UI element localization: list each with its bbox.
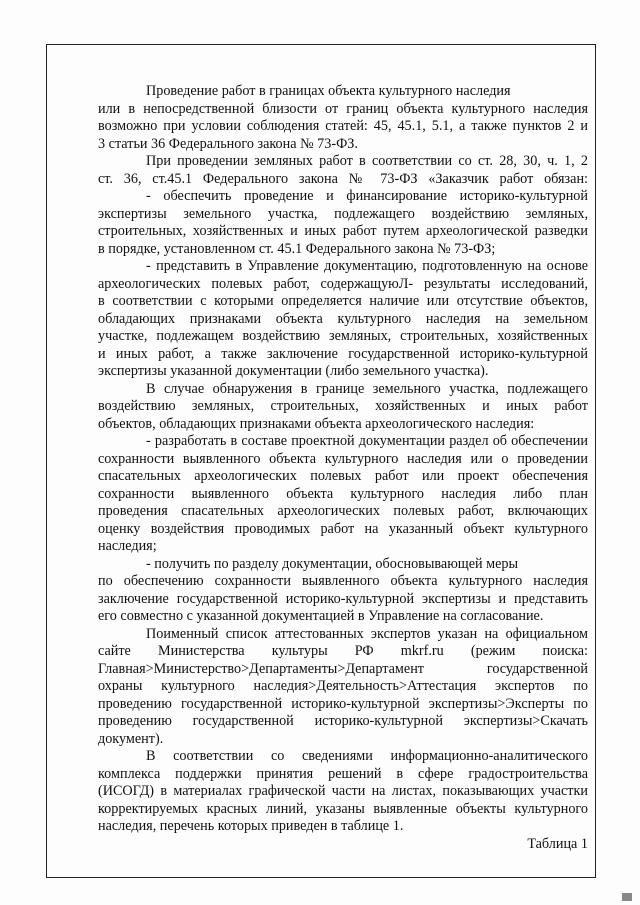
- paragraph-line: проведению государственной историко-культурной экспертизы>Скачать: [98, 713, 588, 729]
- paragraph-line: экспертизы указанной документации (либо земельного участка).: [98, 363, 489, 379]
- paragraph-line: заключение государственной историко-культурной экспертизы и представить: [98, 590, 588, 607]
- paragraph-line: воздействию земляных, строительных, хозяйственных и иных работ: [98, 398, 588, 414]
- paragraph-line: его совместно с указанной документацией в Управление на согласование.: [98, 608, 544, 624]
- list-item-line: - представить в Управление документацию, подготовленную на основе: [146, 258, 588, 274]
- paragraph-line: археологических полевых работ, содержащуюЛ- результаты исследований,: [98, 275, 588, 292]
- paragraph-line: В случае обнаружения в границе земельного участка, подлежащего: [146, 380, 588, 397]
- list-item-line: - получить по разделу документации, обосновывающей меры: [146, 555, 519, 572]
- paragraph-line: спасательных археологических полевых работ или проект обеспечения: [98, 468, 588, 484]
- paragraph-line: При проведении земляных работ в соответствии со ст. 28, 30, ч. 1, 2: [146, 153, 588, 169]
- paragraph-line: сайте Министерства культуры РФ mkrf.ru (режим поиска:: [98, 643, 588, 659]
- paragraph-line: и иных работ, а также заключение государственной историко-культурной: [98, 345, 588, 362]
- document-body: [98, 83, 588, 853]
- paragraph-line: возможно при условии соблюдения статей: 45, 45.1, 5.1, а также пунктов 2 и: [98, 118, 588, 134]
- paragraph-line: охраны культурного наследия>Деятельность>Аттестация экспертов по: [98, 678, 588, 694]
- paragraph-line: проведения спасательных археологических полевых работ, включающих: [98, 503, 588, 519]
- paragraph-line: в порядке, установленном ст. 45.1 Федерального закона № 73-ФЗ;: [98, 240, 496, 257]
- paragraph-line: сохранности выявленного объекта культурного наследия или о проведении: [98, 450, 588, 467]
- paragraph-line: Главная>Министерство>Департаменты>Департамент государственной: [98, 660, 588, 677]
- paragraph-line: строительных, хозяйственных и иных работ путем археологической разведки: [98, 223, 588, 239]
- paragraph-line: проведению государственной историко-культурной экспертизы>Эксперты по: [98, 695, 588, 712]
- paragraph-line: наследия, перечень которых приведен в таблице 1.: [98, 818, 404, 834]
- paragraph-line: экспертизы земельного участка, подлежащего воздействию земляных,: [98, 205, 588, 222]
- list-item-line: - обеспечить проведение и финансирование историко-культурной: [146, 188, 588, 204]
- paragraph-line: корректируемых красных линий, указаны выявленные объекты культурного: [98, 800, 588, 817]
- paragraph-line: 3 статьи 36 Федерального закона № 73-ФЗ.: [98, 135, 358, 152]
- table-caption: Таблица 1: [527, 835, 588, 852]
- scan-artifact: [622, 893, 632, 901]
- paragraph-line: оценку воздействия проводимых работ на указанный объект культурного: [98, 520, 588, 537]
- paragraph-line: в соответствии с которыми определяется наличие или отсутствие объектов,: [98, 293, 588, 309]
- paragraph-line: объектов, обладающих признаками объекта археологического наследия:: [98, 415, 535, 432]
- paragraph-line: ст. 36, ст.45.1 Федерального закона № 73-ФЗ «Заказчик работ обязан:: [98, 170, 588, 187]
- paragraph-line: Проведение работ в границах объекта культурного наследия: [146, 83, 511, 99]
- paragraph-line: участке, подлежащем воздействию земляных, строительных, хозяйственных: [98, 328, 588, 344]
- paragraph-line: наследия;: [98, 538, 157, 554]
- paragraph-line: комплекса поддержки принятия решений в сфере градостроительства: [98, 765, 588, 782]
- list-item-line: - разработать в составе проектной документации раздел об обеспечении: [146, 433, 588, 449]
- paragraph-line: сохранности выявленного объекта культурного наследия либо план: [98, 485, 588, 502]
- paragraph-line: или в непосредственной близости от границ объекта культурного наследия: [98, 100, 588, 117]
- paragraph-line: В соответствии со сведениями информационно-аналитического: [146, 748, 588, 764]
- paragraph-line: Поименный список аттестованных экспертов указан на официальном: [146, 625, 588, 642]
- paragraph-line: по обеспечению сохранности выявленного объекта культурного наследия: [98, 573, 588, 589]
- paragraph-line: обладающих признаками объекта культурного наследия на земельном: [98, 310, 588, 327]
- paragraph-line: документ).: [98, 730, 164, 747]
- paragraph-line: (ИСОГД) в материалах графической части на листах, показывающих участки: [98, 783, 588, 799]
